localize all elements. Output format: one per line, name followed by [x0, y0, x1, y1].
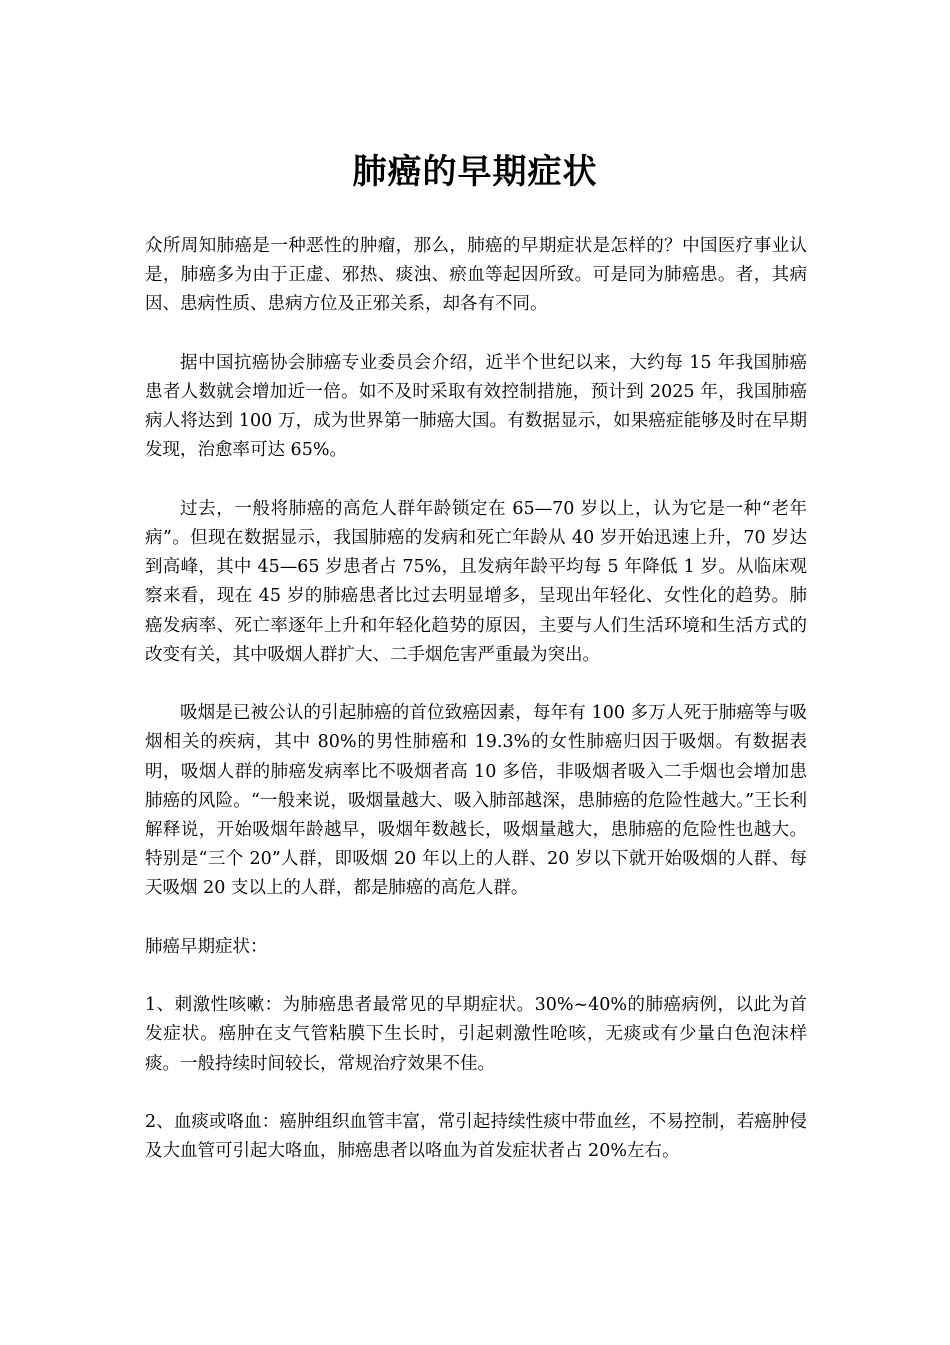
section-heading-symptoms: 肺癌早期症状： [145, 936, 268, 957]
symptom-item-hemoptysis: 2、血痰或咯血：癌肿组织血管丰富，常引起持续性痰中带血丝，不易控制，若癌肿侵及大血管可引起大咯血，肺癌患者以咯血为首发症状者占 20%左右。 [145, 1112, 807, 1162]
paragraph-gap [145, 962, 807, 991]
document-body [145, 232, 807, 1166]
paragraph-smoking: 吸烟是已被公认的引起肺癌的首位致癌因素，每年有 100 多万人死于肺癌等与吸烟相关的疾病，其中 80%的男性肺癌和 19.3%的女性肺癌归因于吸烟。有数据表明，吸烟人群的肺癌发病率比不吸烟者高 10 多倍，非吸烟者吸入二手烟也会增加患肺癌的风险。“一般来说，吸烟量越大、吸入肺部越深，患肺癌的危险性越大。”王长利解释说，开始吸烟年龄越早，吸烟年数越长，吸烟量越大，患肺癌的危险性也越大。特别是“三个 20”人群，即吸烟 20 年以上的人群、20 岁以下就开始吸烟的人群、每天吸烟 20 支以上的人群，都是肺癌的高危人群。 [145, 703, 807, 899]
paragraph-gap [145, 466, 807, 495]
paragraph-age-trend: 过去，一般将肺癌的高危人群年龄锁定在 65—70 岁以上，认为它是一种“老年病”。但现在数据显示，我国肺癌的发病和死亡年龄从 40 岁开始迅速上升，70 岁达到高峰，其中 45—65 岁患者占 75%，且发病年龄平均每 5 年降低 1 岁。从临床观察来看，现在 45 岁的肺癌患者比过去明显增多，呈现出年轻化、女性化的趋势。肺癌发病率、死亡率逐年上升和年轻化趋势的原因，主要与人们生活环境和生活方式的改变有关，其中吸烟人群扩大、二手烟危害严重最为突出。 [145, 498, 807, 665]
paragraph-gap [145, 904, 807, 933]
paragraph-gap [145, 670, 807, 699]
paragraph-intro: 众所周知肺癌是一种恶性的肿瘤，那么，肺癌的早期症状是怎样的？中国医疗事业认是，肺癌多为由于正虚、邪热、痰浊、瘀血等起因所致。可是同为肺癌患。者，其病因、患病性质、患病方位及正邪关系，却各有不同。 [145, 236, 807, 315]
paragraph-gap [145, 320, 807, 349]
paragraph-statistics: 据中国抗癌协会肺癌专业委员会介绍，近半个世纪以来，大约每 15 年我国肺癌患者人数就会增加近一倍。如不及时采取有效控制措施，预计到 2025 年，我国肺癌病人将达到 100 万，成为世界第一肺癌大国。有数据显示，如果癌症能够及时在早期发现，治愈率可达 65%。 [145, 352, 807, 461]
document-title: 肺癌的早期症状 [352, 152, 598, 192]
symptom-item-cough: 1、刺激性咳嗽：为肺癌患者最常见的早期症状。30%~40%的肺癌病例，以此为首发症状。癌肿在支气管粘膜下生长时，引起刺激性呛咳，无痰或有少量白色泡沫样痰。一般持续时间较长，常规治疗效果不佳。 [145, 995, 807, 1074]
paragraph-gap [145, 1079, 807, 1108]
